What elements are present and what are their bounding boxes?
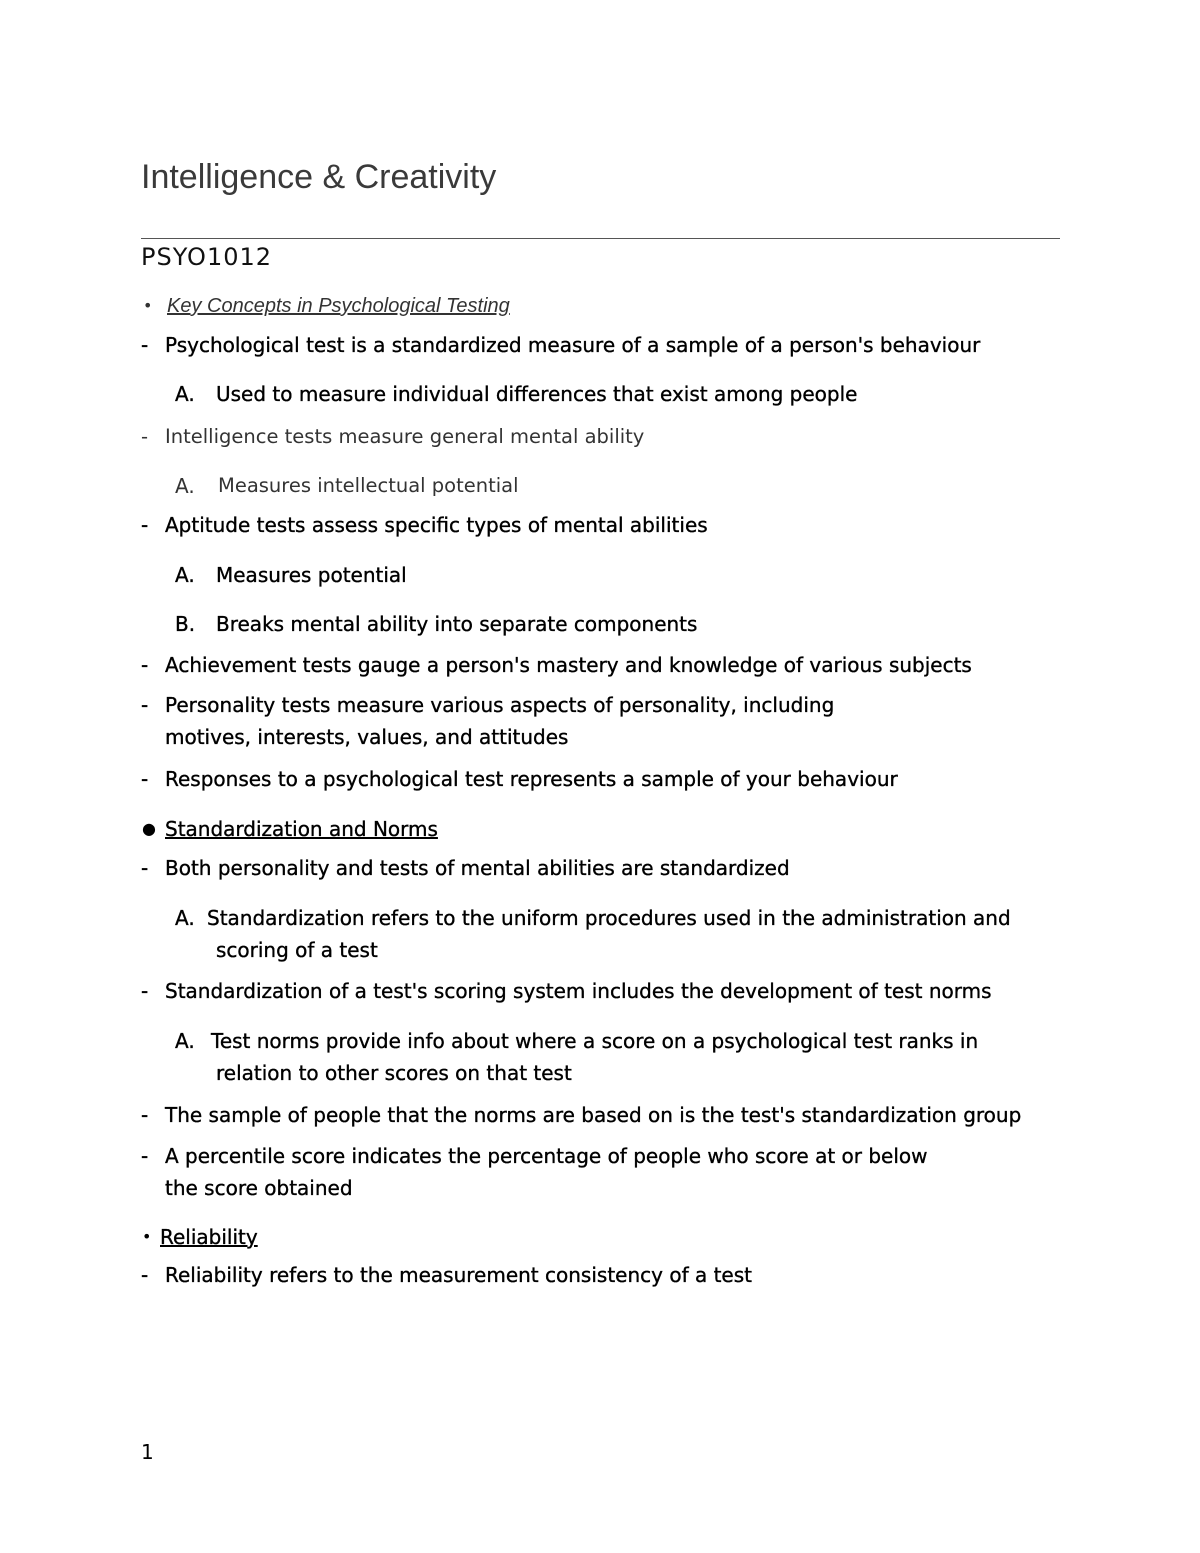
section-heading-link[interactable]: Key Concepts in Psychological Testing bbox=[167, 295, 510, 317]
list-item: Both personality and tests of mental abilities are standardized bbox=[165, 856, 790, 880]
list-item-line-1: A percentile score indicates the percentage of people who score at or below bbox=[165, 1144, 928, 1168]
list-item: Standardization of a test's scoring system includes the development of test norms bbox=[165, 979, 992, 1003]
dash-marker: - bbox=[141, 693, 149, 717]
list-item: Psychological test is a standardized measure of a sample of a person's behaviour bbox=[165, 333, 981, 357]
dash-marker: - bbox=[141, 1144, 149, 1168]
title-divider bbox=[141, 238, 1060, 239]
list-item: Responses to a psychological test represents a sample of your behaviour bbox=[165, 767, 898, 791]
sub-letter: A. bbox=[175, 563, 195, 587]
bullet-marker: ● bbox=[142, 819, 156, 838]
section-heading: Standardization and Norms bbox=[165, 817, 438, 841]
list-item: Aptitude tests assess specific types of mental abilities bbox=[165, 513, 708, 537]
dash-marker: - bbox=[141, 425, 149, 448]
sub-list-item: Measures intellectual potential bbox=[218, 474, 519, 497]
list-item: Intelligence tests measure general mental ability bbox=[165, 425, 645, 448]
sub-list-item-line-1: Test norms provide info about where a score on a psychological test ranks in bbox=[211, 1029, 979, 1053]
sub-list-item: Measures potential bbox=[216, 563, 407, 587]
sub-letter: A. bbox=[175, 382, 195, 406]
sub-letter: A. bbox=[175, 906, 195, 930]
dash-marker: - bbox=[141, 333, 149, 357]
list-item-line-2: the score obtained bbox=[165, 1176, 353, 1200]
dash-marker: - bbox=[141, 513, 149, 537]
sub-list-item: Breaks mental ability into separate components bbox=[216, 612, 698, 636]
bullet-marker: • bbox=[142, 1227, 152, 1246]
section-heading: Reliability bbox=[160, 1225, 258, 1249]
sub-letter: A. bbox=[175, 474, 195, 498]
sub-letter: B. bbox=[175, 612, 196, 636]
bullet-marker: • bbox=[143, 296, 153, 315]
sub-list-item-line-2: relation to other scores on that test bbox=[216, 1061, 572, 1085]
sub-list-item-line-2: scoring of a test bbox=[216, 938, 378, 962]
list-item: The sample of people that the norms are based on is the test's standardization group bbox=[165, 1103, 1022, 1127]
dash-marker: - bbox=[141, 653, 149, 677]
list-item-line-2: motives, interests, values, and attitudes bbox=[165, 725, 569, 749]
course-code: PSYO1012 bbox=[141, 243, 273, 271]
dash-marker: - bbox=[141, 767, 149, 791]
page-number: 1 bbox=[141, 1440, 154, 1464]
list-item: Achievement tests gauge a person's mastery and knowledge of various subjects bbox=[165, 653, 972, 677]
sub-letter: A. bbox=[175, 1029, 195, 1053]
dash-marker: - bbox=[141, 1103, 149, 1127]
dash-marker: - bbox=[141, 1263, 149, 1287]
dash-marker: - bbox=[141, 979, 149, 1003]
dash-marker: - bbox=[141, 856, 149, 880]
list-item-line-1: Personality tests measure various aspects of personality, including bbox=[165, 693, 835, 717]
sub-list-item-line-1: Standardization refers to the uniform procedures used in the administration and bbox=[207, 906, 1011, 930]
sub-list-item: Used to measure individual differences that exist among people bbox=[216, 382, 858, 406]
page-title: Intelligence & Creativity bbox=[141, 158, 497, 196]
list-item: Reliability refers to the measurement consistency of a test bbox=[165, 1263, 752, 1287]
